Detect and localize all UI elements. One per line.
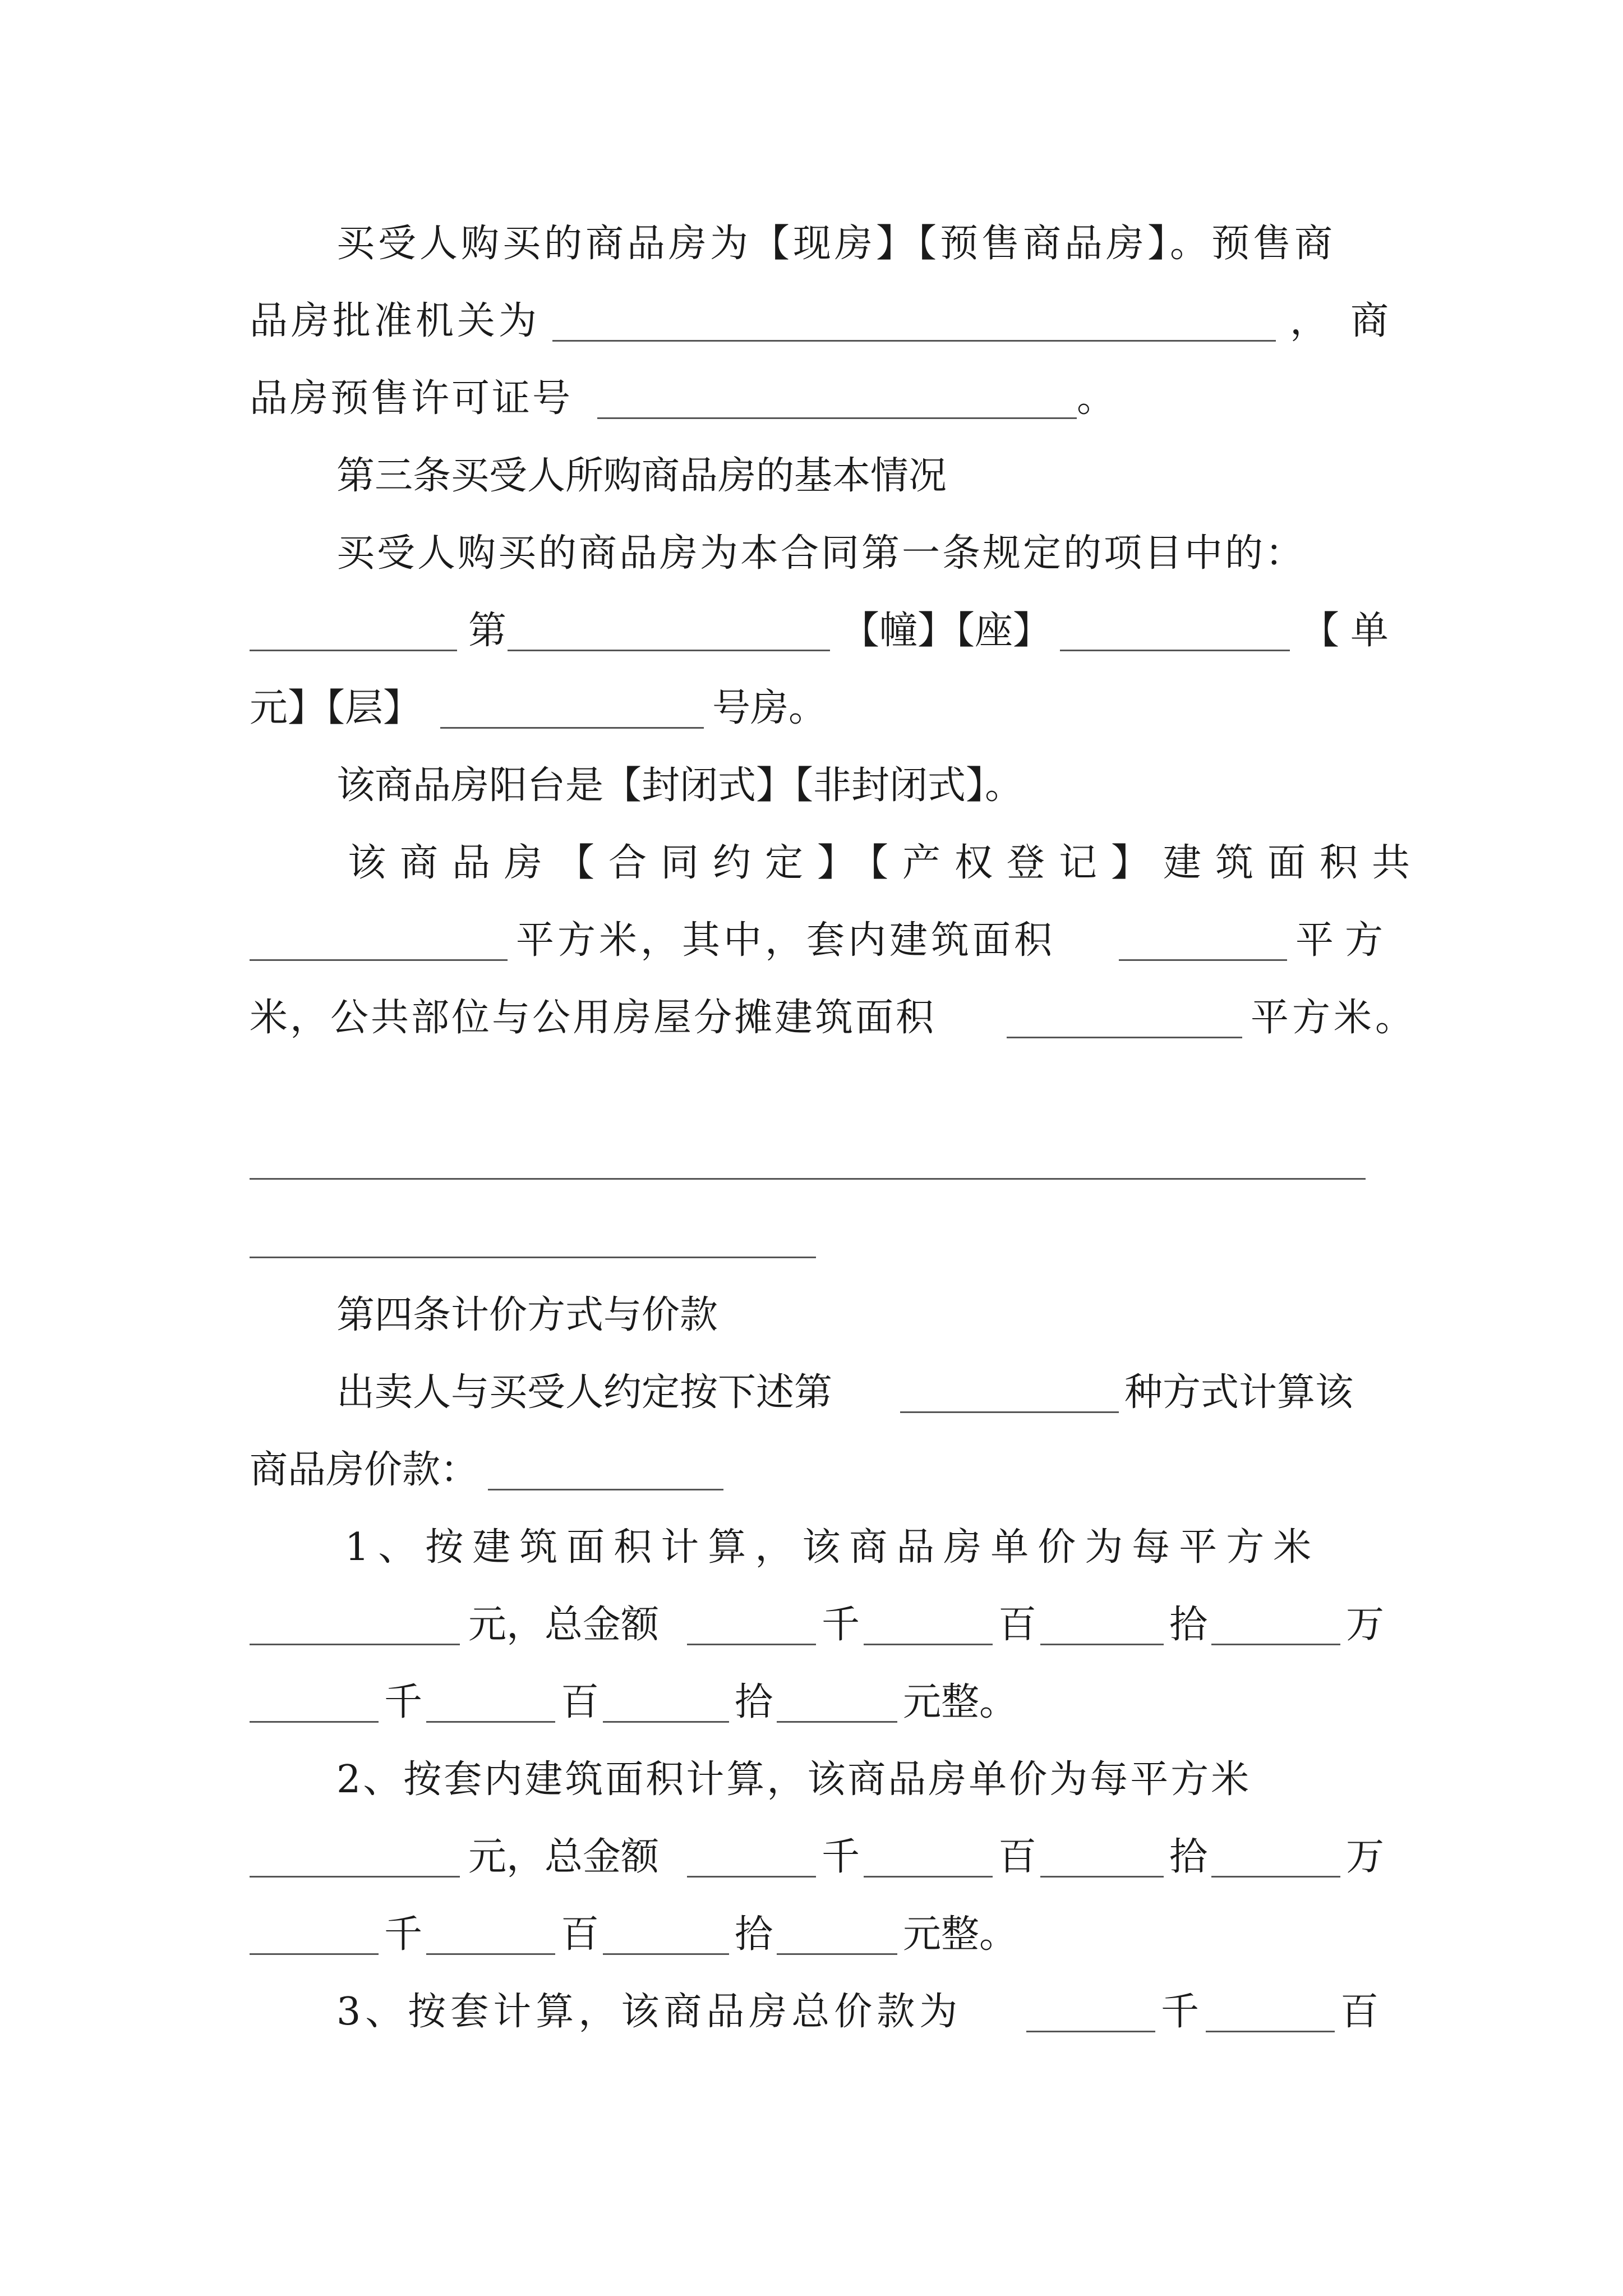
section-heading: [0, 445, 1623, 507]
fill-in-blank: [1026, 2031, 1155, 2032]
text-segment: 拾: [735, 1680, 773, 1724]
paragraph-line: [0, 368, 1623, 430]
paragraph-line: [0, 1672, 1623, 1733]
paragraph-line: [0, 600, 1623, 662]
text-segment: 元，总金额: [468, 1835, 660, 1879]
text-segment: 第三条买受人所购商品房的基本情况: [336, 454, 947, 498]
text-segment: 元整。: [903, 1680, 1018, 1724]
text-segment: 买受人购买的商品房为【现房】【预售商品房】。预售商: [336, 222, 1336, 266]
fill-in-blank: [777, 1953, 897, 1955]
paragraph-line: [0, 1517, 1623, 1579]
fill-in-blank: [1040, 1644, 1164, 1645]
text-segment: 千: [822, 1603, 860, 1647]
fill-in-rule: [250, 1178, 1366, 1180]
fill-in-blank: [1007, 1037, 1242, 1038]
text-segment: 米，公共部位与公用房屋分摊建筑面积: [250, 996, 937, 1040]
fill-in-blank: [440, 727, 704, 729]
text-segment: 百: [998, 1603, 1037, 1647]
text-segment: 1、按建筑面积计算，该商品房单价为每平方米: [345, 1525, 1321, 1570]
text-segment: 商品房价款：: [250, 1448, 479, 1492]
text-segment: 千: [384, 1680, 423, 1724]
text-segment: 该商品房阳台是【封闭式】【非封闭式】。: [336, 763, 1023, 808]
section-heading: [0, 1285, 1623, 1346]
fill-in-blank: [1206, 2031, 1335, 2032]
paragraph-line: [0, 832, 1623, 894]
text-segment: 万: [1346, 1603, 1385, 1647]
text-segment: 【单: [1301, 609, 1400, 653]
paragraph-line: [0, 213, 1623, 275]
text-segment: ，商: [1290, 299, 1412, 343]
text-segment: 。: [1077, 376, 1115, 421]
fill-in-blank: [603, 1953, 729, 1955]
fill-in-blank: [250, 959, 508, 961]
text-segment: 平方米。: [1251, 996, 1417, 1040]
fill-in-blank: [687, 1876, 816, 1878]
text-segment: 百: [1340, 1990, 1379, 2034]
text-segment: 第四条计价方式与价款: [336, 1293, 718, 1337]
fill-in-blank: [1211, 1876, 1340, 1878]
text-segment: 元，总金额: [468, 1603, 660, 1647]
text-segment: 千: [1161, 1990, 1200, 2034]
text-segment: 千: [384, 1912, 423, 1957]
fill-in-blank: [1211, 1644, 1340, 1645]
paragraph-line: [0, 1981, 1623, 2043]
paragraph-line: [0, 1362, 1623, 1424]
text-segment: 平方: [1295, 918, 1395, 963]
paragraph-line: [0, 678, 1623, 739]
paragraph-line: [0, 291, 1623, 352]
fill-in-blank: [488, 1489, 723, 1490]
text-segment: 品房批准机关为: [250, 299, 541, 343]
text-segment: 元整。: [903, 1912, 1018, 1957]
paragraph-line: [0, 1749, 1623, 1811]
paragraph-line: [0, 1439, 1623, 1501]
fill-in-blank: [900, 1411, 1119, 1413]
text-segment: 出卖人与买受人约定按下述第: [336, 1370, 833, 1415]
fill-in-blank: [250, 1876, 460, 1878]
fill-in-blank: [552, 340, 1276, 342]
text-segment: 品房预售许可证号: [250, 376, 573, 421]
fill-in-blank: [250, 1721, 379, 1723]
fill-in-blank: [250, 1953, 379, 1955]
fill-in-blank: [508, 650, 830, 651]
fill-in-rule: [250, 1257, 816, 1258]
text-segment: 第: [468, 609, 507, 653]
fill-in-blank: [603, 1721, 729, 1723]
text-segment: 百: [998, 1835, 1037, 1879]
fill-in-blank: [426, 1721, 555, 1723]
text-segment: 元】【层】: [250, 686, 422, 730]
paragraph-line: [0, 523, 1623, 585]
text-segment: 买受人购买的商品房为本合同第一条规定的项目中的：: [336, 531, 1306, 576]
text-segment: 拾: [735, 1912, 773, 1957]
paragraph-line: [0, 910, 1623, 972]
fill-in-blank: [250, 1644, 460, 1645]
fill-in-blank: [1040, 1876, 1164, 1878]
text-segment: 3、按套计算，该商品房总价款为: [336, 1990, 962, 2034]
fill-in-blank: [1060, 650, 1290, 651]
fill-in-blank: [1119, 959, 1287, 961]
text-segment: 拾: [1169, 1603, 1208, 1647]
text-segment: 【幢】【座】: [841, 609, 1052, 653]
fill-in-blank: [777, 1721, 897, 1723]
text-segment: 万: [1346, 1835, 1385, 1879]
paragraph-line: [0, 987, 1623, 1049]
text-segment: 号房。: [712, 686, 827, 730]
text-segment: 该商品房【合同约定】【产权登记】建筑面积共: [348, 841, 1424, 885]
paragraph-line: [0, 1904, 1623, 1966]
text-segment: 平方米，其中，套内建筑面积: [516, 918, 1056, 963]
fill-in-blank: [864, 1876, 993, 1878]
fill-in-blank: [687, 1644, 816, 1645]
text-segment: 百: [561, 1680, 600, 1724]
text-segment: 千: [822, 1835, 860, 1879]
paragraph-line: [0, 1826, 1623, 1888]
fill-in-blank: [426, 1953, 555, 1955]
fill-in-blank: [250, 650, 457, 651]
fill-in-blank: [864, 1644, 993, 1645]
text-segment: 2、按套内建筑面积计算，该商品房单价为每平方米: [336, 1757, 1252, 1802]
text-segment: 百: [561, 1912, 600, 1957]
text-segment: 种方式计算该: [1124, 1370, 1354, 1415]
text-segment: 拾: [1169, 1835, 1208, 1879]
fill-in-blank: [597, 417, 1077, 419]
paragraph-line: [0, 1594, 1623, 1656]
paragraph-line: [0, 755, 1623, 817]
